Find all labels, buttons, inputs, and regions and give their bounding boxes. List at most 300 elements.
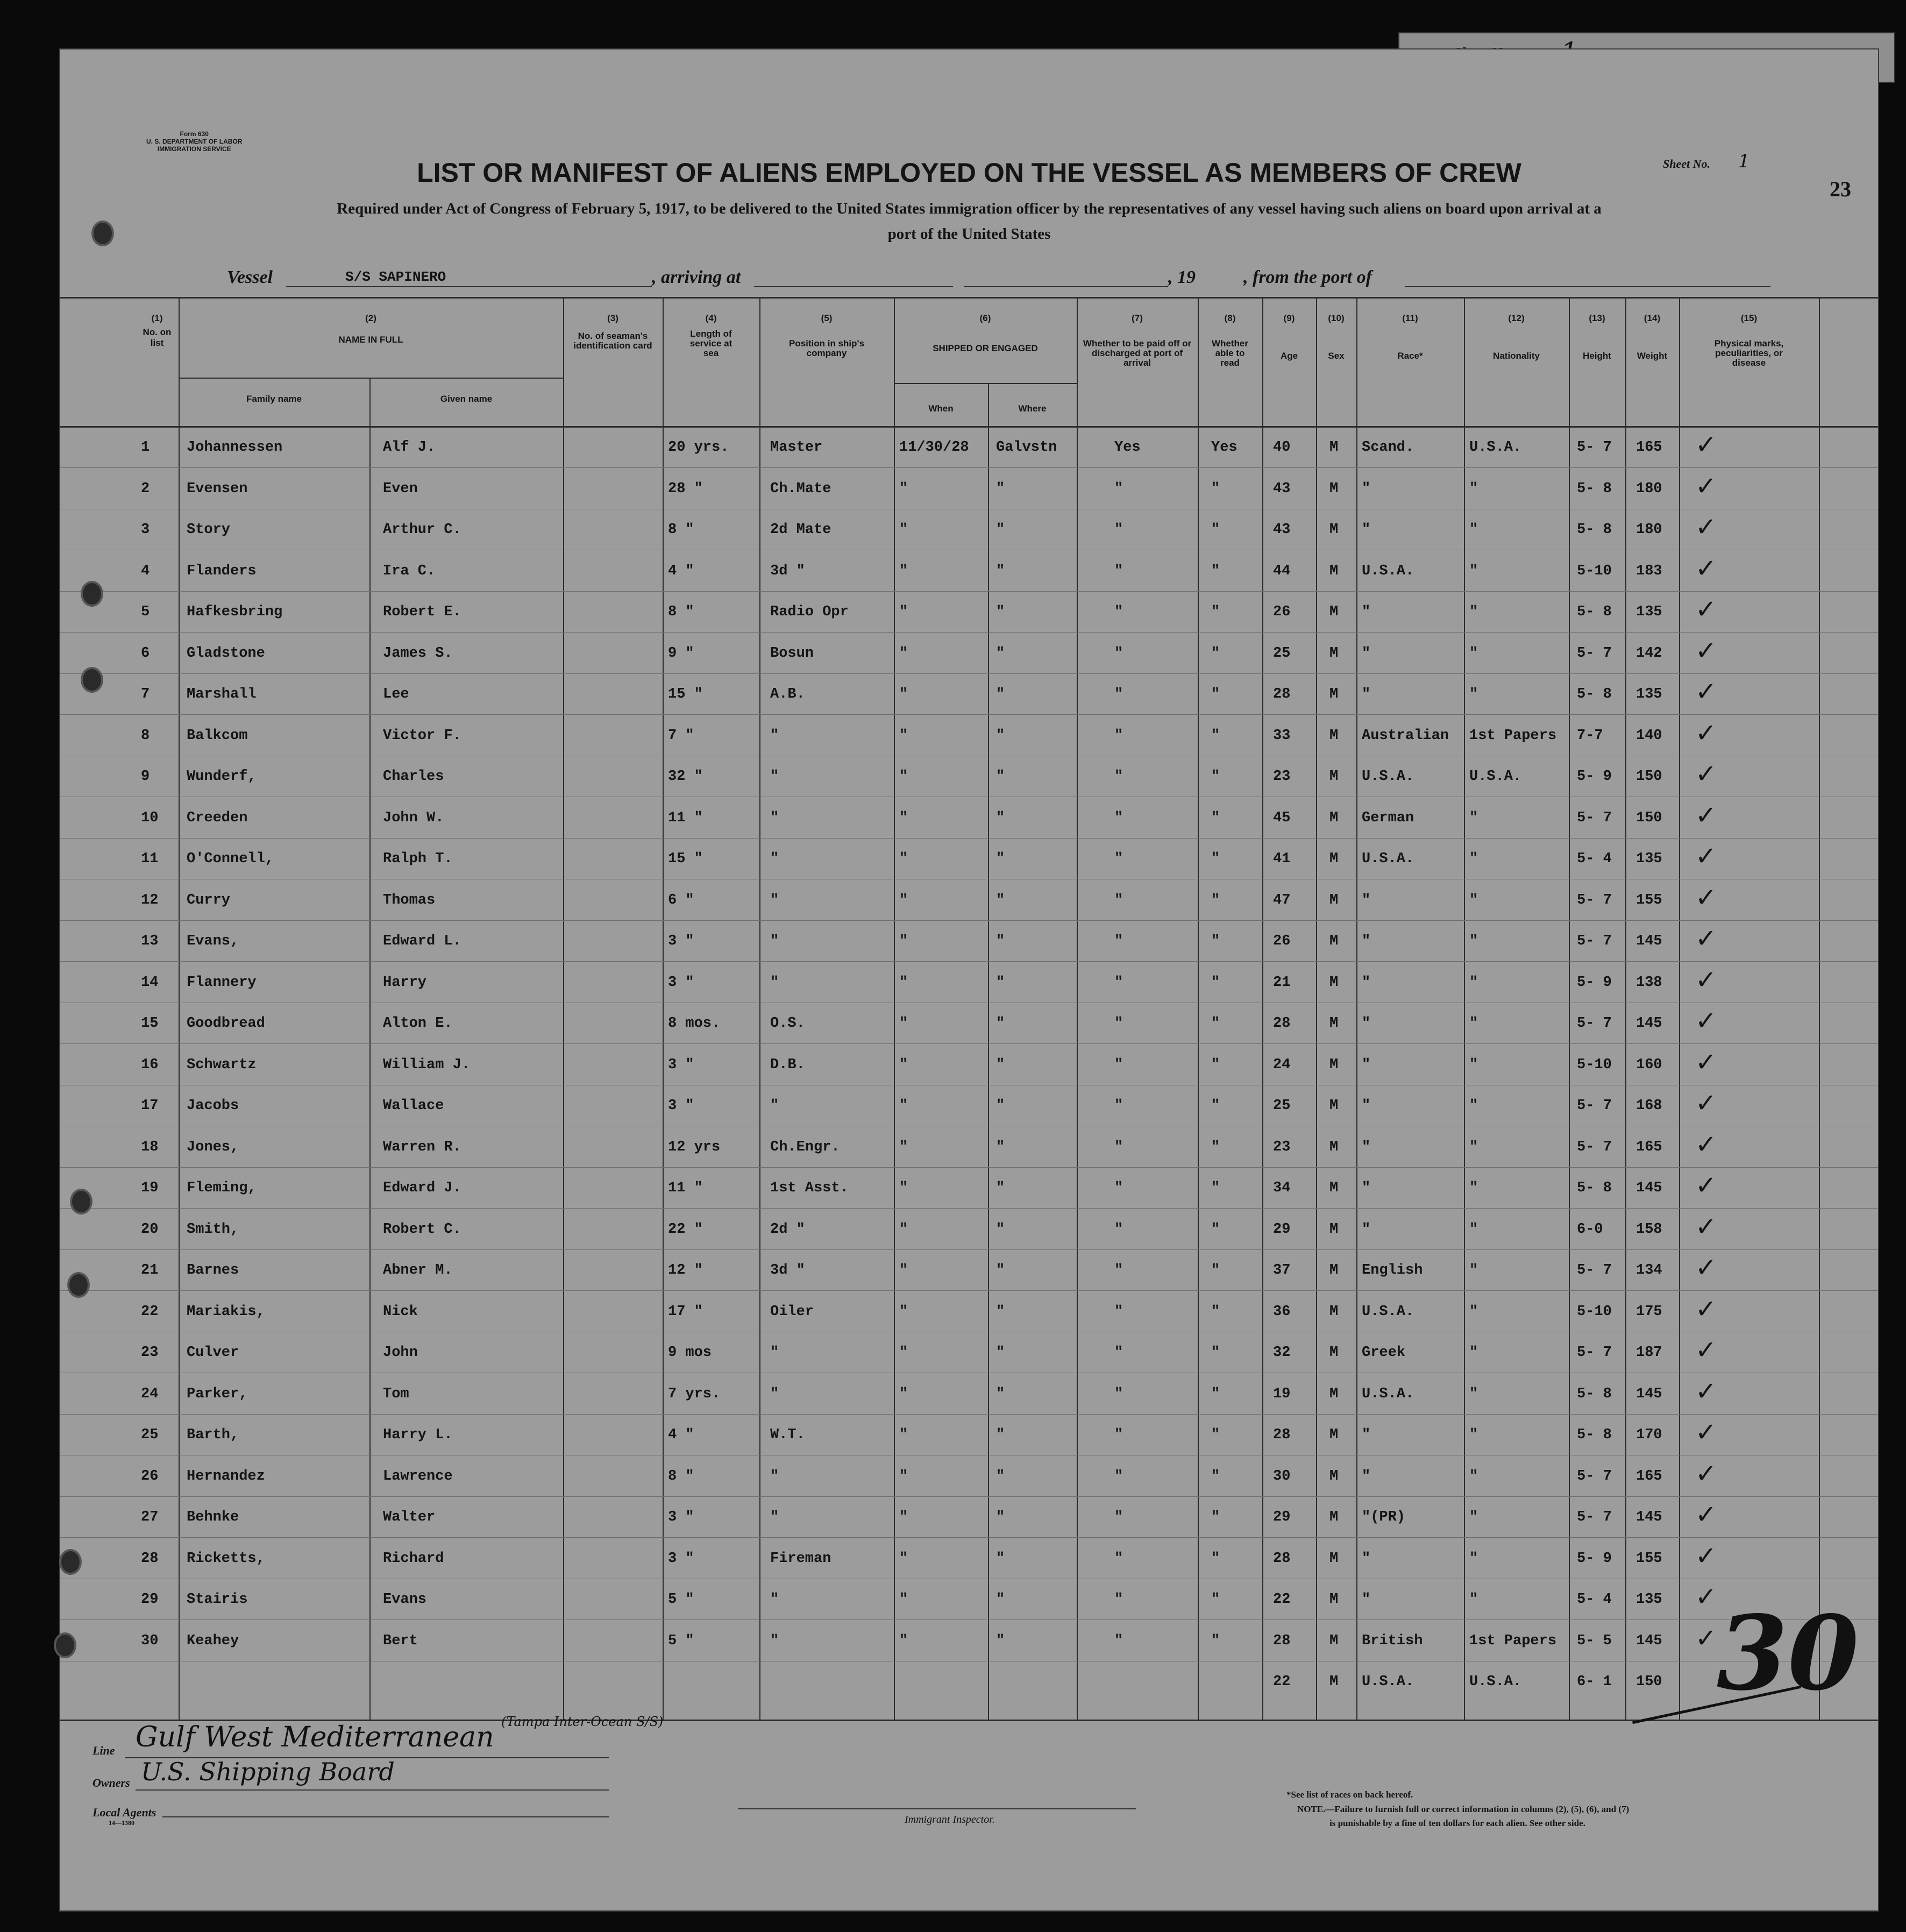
- age: 28: [1273, 1632, 1291, 1649]
- nationality: 1st Papers: [1469, 727, 1557, 744]
- nationality: ": [1469, 1303, 1478, 1320]
- race: ": [1362, 1550, 1371, 1567]
- position: Oiler: [770, 1303, 814, 1320]
- service-length: 5 ": [668, 1632, 694, 1649]
- height: 5- 9: [1577, 1550, 1612, 1567]
- shipped-where: ": [996, 522, 1005, 538]
- able-to-read: ": [1211, 727, 1220, 744]
- family-name: Mariakis,: [187, 1303, 265, 1320]
- age: 40: [1273, 439, 1291, 456]
- row-rule: [60, 1043, 1878, 1044]
- weight: 158: [1636, 1221, 1662, 1238]
- inspector-label: Immigrant Inspector.: [905, 1814, 995, 1826]
- family-name: Evans,: [187, 933, 239, 949]
- race: U.S.A.: [1362, 1386, 1414, 1402]
- weight: 155: [1636, 892, 1662, 908]
- paid-off: ": [1114, 1345, 1123, 1361]
- able-to-read: ": [1211, 1262, 1220, 1278]
- family-name: Keahey: [187, 1632, 239, 1649]
- paid-off: ": [1114, 769, 1123, 785]
- nationality: U.S.A.: [1469, 439, 1522, 456]
- sex: M: [1329, 1550, 1339, 1567]
- vessel-label: Vessel: [227, 267, 273, 287]
- check-mark-icon: ✓: [1695, 1006, 1717, 1036]
- nationality: ": [1469, 480, 1478, 497]
- row-rule: [60, 632, 1878, 633]
- position: 3d ": [770, 1262, 805, 1278]
- shipped-where: ": [996, 1015, 1005, 1032]
- service-length: 3 ": [668, 974, 694, 991]
- position: ": [770, 1468, 779, 1484]
- paid-off: ": [1114, 1386, 1123, 1402]
- shipped-when: ": [899, 1015, 908, 1032]
- shipped-subheader-rule: [894, 383, 1077, 384]
- shipped-where: ": [996, 1427, 1005, 1443]
- row-number: 7: [141, 686, 150, 702]
- shipped-where: ": [996, 1221, 1005, 1238]
- row-number: 14: [141, 974, 159, 991]
- owners-value: U.S. Shipping Board: [141, 1757, 395, 1786]
- col10-num: (10): [1328, 313, 1345, 323]
- service-length: 15 ": [668, 686, 703, 702]
- sex: M: [1329, 1386, 1339, 1402]
- check-mark-icon: ✓: [1695, 800, 1717, 830]
- shipped-when: ": [899, 1632, 908, 1649]
- given-name: Alton E.: [383, 1015, 453, 1032]
- check-mark-icon: ✓: [1695, 841, 1717, 871]
- row-number: 19: [141, 1180, 159, 1196]
- able-to-read: ": [1211, 1427, 1220, 1443]
- height: 5- 7: [1577, 933, 1612, 949]
- shipped-where: ": [996, 604, 1005, 620]
- family-name: Barth,: [187, 1427, 239, 1443]
- race: ": [1362, 933, 1371, 949]
- height: 5- 7: [1577, 892, 1612, 908]
- weight: 183: [1636, 563, 1662, 579]
- check-mark-icon: ✓: [1695, 1294, 1717, 1324]
- sex: M: [1329, 1221, 1339, 1238]
- shipped-where: ": [996, 1386, 1005, 1402]
- height: 5- 4: [1577, 1592, 1612, 1608]
- age: 24: [1273, 1056, 1291, 1073]
- given-name: Bert: [383, 1632, 418, 1649]
- weight: 187: [1636, 1345, 1662, 1361]
- family-name: Ricketts,: [187, 1550, 265, 1567]
- shipped-where: ": [996, 809, 1005, 826]
- position: ": [770, 933, 779, 949]
- agents-underline: [162, 1816, 609, 1817]
- paid-off: ": [1114, 1015, 1123, 1032]
- shipped-when: ": [899, 1427, 908, 1443]
- nationality: ": [1469, 1345, 1478, 1361]
- able-to-read: ": [1211, 809, 1220, 826]
- check-mark-icon: ✓: [1695, 1170, 1717, 1201]
- position: Bosun: [770, 645, 814, 662]
- paid-off: ": [1114, 645, 1123, 662]
- shipped-when: ": [899, 1386, 908, 1402]
- shipped-where: ": [996, 686, 1005, 702]
- extra-sex: M: [1329, 1674, 1339, 1690]
- service-length: 9 mos: [668, 1345, 712, 1361]
- position: Ch.Mate: [770, 480, 831, 497]
- family-name: Hernandez: [187, 1468, 265, 1484]
- shipped-when: ": [899, 809, 908, 826]
- row-rule: [60, 1414, 1878, 1415]
- weight: 145: [1636, 933, 1662, 949]
- family-name: Barnes: [187, 1262, 239, 1278]
- position: ": [770, 851, 779, 867]
- family-name: Jacobs: [187, 1098, 239, 1114]
- height: 5- 8: [1577, 1427, 1612, 1443]
- col15-num: (15): [1740, 313, 1758, 323]
- nationality: ": [1469, 1509, 1478, 1525]
- check-mark-icon: ✓: [1695, 1376, 1717, 1407]
- able-to-read: ": [1211, 522, 1220, 538]
- sex: M: [1329, 1180, 1339, 1196]
- weight: 145: [1636, 1015, 1662, 1032]
- able-to-read: ": [1211, 974, 1220, 991]
- position: ": [770, 974, 779, 991]
- shipped-where: ": [996, 1262, 1005, 1278]
- service-length: 5 ": [668, 1592, 694, 1608]
- row-rule: [60, 673, 1878, 674]
- col10-label: Sex: [1328, 351, 1345, 361]
- height: 5- 7: [1577, 809, 1612, 826]
- col-divider: [563, 297, 564, 1720]
- row-number: 28: [141, 1550, 159, 1567]
- age: 21: [1273, 974, 1291, 991]
- sex: M: [1329, 1509, 1339, 1525]
- shipped-when: ": [899, 1550, 908, 1567]
- sex: M: [1329, 1427, 1339, 1443]
- sex: M: [1329, 1345, 1339, 1361]
- paid-off: ": [1114, 1056, 1123, 1073]
- race: ": [1362, 1180, 1371, 1196]
- col-divider: [1356, 297, 1357, 1720]
- year-label: , 19: [1168, 267, 1196, 287]
- race: ": [1362, 1098, 1371, 1114]
- manifest-sheet: [59, 48, 1879, 1912]
- extra-height: 6- 1: [1577, 1674, 1612, 1690]
- age: 41: [1273, 851, 1291, 867]
- row-rule: [60, 467, 1878, 468]
- sex: M: [1329, 480, 1339, 497]
- age: 33: [1273, 727, 1291, 744]
- row-number: 3: [141, 522, 150, 538]
- check-mark-icon: ✓: [1695, 718, 1717, 748]
- paid-off: ": [1114, 851, 1123, 867]
- family-name: Behnke: [187, 1509, 239, 1525]
- col-divider: [1464, 297, 1465, 1720]
- age: 19: [1273, 1386, 1291, 1402]
- given-name: Lawrence: [383, 1468, 453, 1484]
- able-to-read: ": [1211, 1056, 1220, 1073]
- able-to-read: ": [1211, 1550, 1220, 1567]
- service-length: 7 yrs.: [668, 1386, 721, 1402]
- shipped-when: ": [899, 686, 908, 702]
- position: 3d ": [770, 563, 805, 579]
- able-to-read: ": [1211, 933, 1220, 949]
- family-name: Stairis: [187, 1592, 248, 1608]
- given-name: John W.: [383, 809, 444, 826]
- weight: 145: [1636, 1386, 1662, 1402]
- paid-off: ": [1114, 1427, 1123, 1443]
- sex: M: [1329, 1632, 1339, 1649]
- nationality: ": [1469, 1427, 1478, 1443]
- position: A.B.: [770, 686, 805, 702]
- shipped-where: ": [996, 769, 1005, 785]
- given-name: Edward L.: [383, 933, 461, 949]
- col-divider: [1625, 297, 1626, 1720]
- given-name: Robert E.: [383, 604, 461, 620]
- page-number: 23: [1830, 177, 1851, 201]
- col1-header: [136, 313, 179, 349]
- able-to-read: ": [1211, 1180, 1220, 1196]
- height: 5- 8: [1577, 686, 1612, 702]
- table-top-border: [60, 297, 1878, 299]
- check-mark-icon: ✓: [1695, 430, 1717, 460]
- col-divider: [1198, 297, 1199, 1720]
- col-divider: [1679, 297, 1680, 1720]
- row-number: 17: [141, 1098, 159, 1114]
- service-length: 20 yrs.: [668, 439, 729, 456]
- family-name: Wunderf,: [187, 769, 257, 785]
- col9-header: [1262, 313, 1316, 361]
- col6-header: [894, 313, 1077, 354]
- family-name: Fleming,: [187, 1180, 257, 1196]
- service-length: 22 ": [668, 1221, 703, 1238]
- paid-off: ": [1114, 1468, 1123, 1484]
- given-name: Richard: [383, 1550, 444, 1567]
- given-name-header: Given name: [440, 394, 493, 404]
- handwritten-total: 30: [1717, 1593, 1859, 1713]
- nationality: ": [1469, 1015, 1478, 1032]
- family-name: Goodbread: [187, 1015, 265, 1032]
- shipped-when: ": [899, 974, 908, 991]
- row-rule: [60, 591, 1878, 592]
- able-to-read: ": [1211, 1221, 1220, 1238]
- row-number: 8: [141, 727, 150, 744]
- race: German: [1362, 809, 1414, 826]
- sex: M: [1329, 1592, 1339, 1608]
- height: 5- 4: [1577, 851, 1612, 867]
- col11-num: (11): [1402, 313, 1418, 323]
- family-name: Flanders: [187, 563, 257, 579]
- service-length: 3 ": [668, 1509, 694, 1525]
- race: Scand.: [1362, 439, 1414, 456]
- shipped-when: ": [899, 1345, 908, 1361]
- nationality: ": [1469, 1592, 1478, 1608]
- height: 5- 7: [1577, 1098, 1612, 1114]
- weight: 145: [1636, 1509, 1662, 1525]
- binder-hole: [67, 1272, 90, 1298]
- paid-off: ": [1114, 1632, 1123, 1649]
- extra-nationality: U.S.A.: [1469, 1674, 1522, 1690]
- age: 32: [1273, 1345, 1291, 1361]
- binder-hole: [81, 581, 103, 607]
- given-name: Abner M.: [383, 1262, 453, 1278]
- agents-label: Local Agents: [93, 1806, 157, 1819]
- given-name: Edward J.: [383, 1180, 461, 1196]
- col2-header: [179, 313, 563, 345]
- weight: 135: [1636, 604, 1662, 620]
- sex: M: [1329, 1303, 1339, 1320]
- position: ": [770, 1509, 779, 1525]
- race: ": [1362, 1592, 1371, 1608]
- weight: 165: [1636, 439, 1662, 456]
- date-underline: [964, 286, 1168, 287]
- shipped-when: ": [899, 480, 908, 497]
- able-to-read: ": [1211, 1139, 1220, 1155]
- row-number: 30: [141, 1632, 159, 1649]
- weight: 168: [1636, 1098, 1662, 1114]
- position: ": [770, 1592, 779, 1608]
- height: 5- 8: [1577, 522, 1612, 538]
- service-length: 12 ": [668, 1262, 703, 1278]
- age: 29: [1273, 1509, 1291, 1525]
- race: "(PR): [1362, 1509, 1406, 1525]
- height: 5- 7: [1577, 1509, 1612, 1525]
- vessel-underline: [286, 286, 652, 287]
- row-number: 21: [141, 1262, 159, 1278]
- weight: 135: [1636, 686, 1662, 702]
- check-mark-icon: ✓: [1695, 1623, 1717, 1653]
- when-header: When: [928, 403, 954, 414]
- line-value: Gulf West Mediterranean: [136, 1721, 494, 1753]
- col-divider: [663, 297, 664, 1720]
- height: 7-7: [1577, 727, 1603, 744]
- sex: M: [1329, 439, 1339, 456]
- row-number: 26: [141, 1468, 159, 1484]
- row-number: 12: [141, 892, 159, 908]
- paid-off: ": [1114, 1098, 1123, 1114]
- form-line-1: Form 630: [180, 130, 209, 138]
- given-name: Harry L.: [383, 1427, 453, 1443]
- able-to-read: ": [1211, 645, 1220, 662]
- age: 23: [1273, 769, 1291, 785]
- able-to-read: ": [1211, 1592, 1220, 1608]
- able-to-read: ": [1211, 892, 1220, 908]
- col13-header: [1569, 313, 1625, 361]
- position: 2d Mate: [770, 522, 831, 538]
- sex: M: [1329, 1262, 1339, 1278]
- owners-label: Owners: [93, 1776, 130, 1789]
- age: 36: [1273, 1303, 1291, 1320]
- age: 28: [1273, 686, 1291, 702]
- height: 5- 7: [1577, 1345, 1612, 1361]
- shipped-where: ": [996, 1509, 1005, 1525]
- given-name: John: [383, 1345, 418, 1361]
- weight: 135: [1636, 1592, 1662, 1608]
- nationality: 1st Papers: [1469, 1632, 1557, 1649]
- shipped-when: 11/30/28: [899, 439, 969, 456]
- family-name: Parker,: [187, 1386, 248, 1402]
- race: ": [1362, 1221, 1371, 1238]
- service-length: 4 ": [668, 563, 694, 579]
- race: British: [1362, 1632, 1423, 1649]
- penalty-note-1: NOTE.—Failure to furnish full or correct information in columns (2), (5), (6), and (7): [1297, 1804, 1630, 1814]
- age: 28: [1273, 1427, 1291, 1443]
- shipped-where: ": [996, 1056, 1005, 1073]
- row-number: 10: [141, 809, 159, 826]
- weight: 138: [1636, 974, 1662, 991]
- height: 5-10: [1577, 563, 1612, 579]
- row-number: 5: [141, 604, 150, 620]
- age: 43: [1273, 522, 1291, 538]
- service-length: 11 ": [668, 809, 703, 826]
- age: 44: [1273, 563, 1291, 579]
- paid-off: Yes: [1114, 439, 1141, 456]
- race: English: [1362, 1262, 1423, 1278]
- sex: M: [1329, 1468, 1339, 1484]
- able-to-read: Yes: [1211, 439, 1238, 456]
- service-length: 28 ": [668, 480, 703, 497]
- check-mark-icon: ✓: [1695, 1211, 1717, 1242]
- shipped-where: ": [996, 1098, 1005, 1114]
- col11-label: Race*: [1397, 351, 1423, 361]
- height: 5- 7: [1577, 1468, 1612, 1484]
- sex: M: [1329, 892, 1339, 908]
- col-divider: [894, 297, 895, 1720]
- nationality: ": [1469, 933, 1478, 949]
- race: Australian: [1362, 727, 1449, 744]
- check-mark-icon: ✓: [1695, 635, 1717, 666]
- col-divider: [1819, 297, 1820, 1720]
- position: ": [770, 1345, 779, 1361]
- family-name: Johannessen: [187, 439, 283, 456]
- nationality: ": [1469, 851, 1478, 867]
- height: 5- 7: [1577, 1262, 1612, 1278]
- col-divider: [1262, 297, 1263, 1720]
- col14-label: Weight: [1637, 351, 1668, 361]
- col9-num: (9): [1283, 313, 1295, 323]
- able-to-read: ": [1211, 851, 1220, 867]
- vessel-name: S/S SAPINERO: [345, 269, 446, 285]
- col-divider: [988, 383, 989, 1720]
- given-name: Warren R.: [383, 1139, 461, 1155]
- col8-header: [1198, 313, 1262, 368]
- col13-label: Height: [1583, 351, 1611, 361]
- col4-header: [663, 313, 759, 358]
- age: 28: [1273, 1015, 1291, 1032]
- family-name: Culver: [187, 1345, 239, 1361]
- weight: 170: [1636, 1427, 1662, 1443]
- paid-off: ": [1114, 1303, 1123, 1320]
- col2-label: NAME IN FULL: [338, 335, 403, 345]
- owners-underline: [136, 1789, 609, 1791]
- nationality: ": [1469, 686, 1478, 702]
- given-name: Thomas: [383, 892, 436, 908]
- shipped-when: ": [899, 645, 908, 662]
- sex: M: [1329, 604, 1339, 620]
- given-name: Walter: [383, 1509, 436, 1525]
- form-line-3: IMMIGRATION SERVICE: [157, 145, 231, 153]
- check-mark-icon: ✓: [1695, 1047, 1717, 1077]
- row-number: 27: [141, 1509, 159, 1525]
- penalty-note-2: is punishable by a fine of ten dollars for each alien. See other side.: [1329, 1818, 1585, 1828]
- able-to-read: ": [1211, 1509, 1220, 1525]
- able-to-read: ": [1211, 1632, 1220, 1649]
- service-length: 6 ": [668, 892, 694, 908]
- able-to-read: ": [1211, 1345, 1220, 1361]
- weight: 134: [1636, 1262, 1662, 1278]
- paid-off: ": [1114, 933, 1123, 949]
- col15-label: Physical marks, peculiarities, or disease: [1714, 338, 1784, 368]
- race: ": [1362, 645, 1371, 662]
- able-to-read: ": [1211, 563, 1220, 579]
- race: U.S.A.: [1362, 1303, 1414, 1320]
- height: 5- 8: [1577, 1386, 1612, 1402]
